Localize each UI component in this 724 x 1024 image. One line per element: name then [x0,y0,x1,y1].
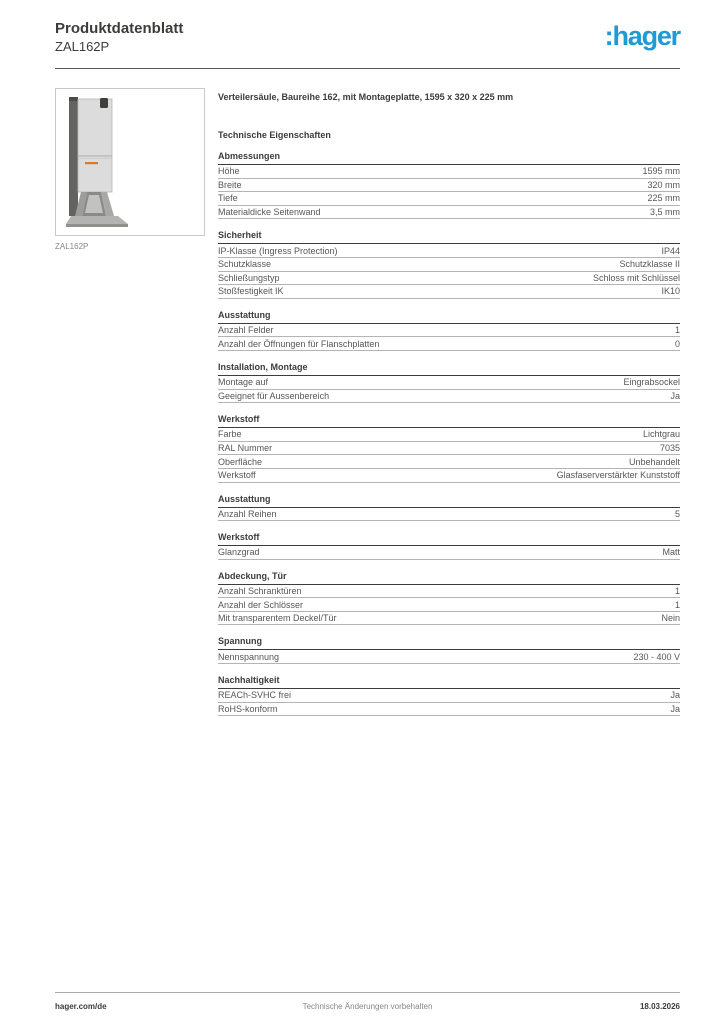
right-column [218,88,680,716]
spec-row [218,272,680,286]
spec-row [218,703,680,717]
spec-value: Nein [661,613,680,624]
spec-value: Eingrabsockel [623,377,680,388]
spec-label: Glanzgrad [218,547,260,558]
content-area [55,88,680,716]
spec-section [218,231,680,298]
spec-row [218,206,680,220]
spec-label: Höhe [218,166,240,177]
spec-label: Anzahl der Öffnungen für Flanschplatten [218,338,380,349]
spec-row [218,612,680,626]
spec-row [218,546,680,560]
spec-value: 320 mm [647,179,680,190]
product-description: Verteilersäule, Baureihe 162, mit Montageplatte, 1595 x 320 x 225 mm [218,92,514,102]
spec-row [218,585,680,599]
spec-section [218,637,680,664]
header-title-block [55,20,183,55]
spec-row [218,165,680,179]
spec-value: IP44 [661,245,680,256]
spec-value: 5 [674,508,680,519]
spec-value: Ja [670,690,680,701]
spec-value: 7035 [659,443,680,454]
spec-label: RAL Nummer [218,443,273,454]
spec-label: Montage auf [218,377,269,388]
spec-section [218,533,680,560]
spec-value: Schutzklasse II [619,259,680,270]
spec-sections-container [218,152,680,716]
spec-section-title: Ausstattung [218,495,680,508]
spec-label: Stoßfestigkeit IK [218,286,284,297]
spec-row [218,390,680,404]
hager-logo: :hager [604,21,680,51]
spec-value: 1 [674,599,680,610]
spec-value: 1 [674,325,680,336]
spec-value: Glasfaserverstärkter Kunststoff [556,470,680,481]
spec-row [218,428,680,442]
spec-label: Farbe [218,429,242,440]
spec-section-title: Installation, Montage [218,363,680,376]
spec-label: Anzahl Schranktüren [218,585,302,596]
spec-row [218,192,680,206]
spec-label: Anzahl der Schlösser [218,599,304,610]
spec-label: Materialdicke Seitenwand [218,207,321,218]
footer-row [55,1002,680,1011]
spec-row [218,376,680,390]
spec-value: 225 mm [647,193,680,204]
spec-label: Oberfläche [218,456,263,467]
spec-value: Matt [662,547,680,558]
spec-section-title: Sicherheit [218,231,680,244]
spec-row [218,508,680,522]
page-header [55,20,680,55]
spec-label: Werkstoff [218,470,256,481]
spec-section-title: Ausstattung [218,311,680,324]
spec-label: RoHS-konform [218,703,278,714]
spec-row [218,324,680,338]
footer-date: 18.03.2026 [639,1002,680,1011]
spec-section [218,152,680,219]
doc-title: Produktdatenblatt [55,20,184,37]
spec-label: Mit transparentem Deckel/Tür [218,613,337,624]
tech-properties-title: Technische Eigenschaften [218,130,331,140]
spec-section-title: Abdeckung, Tür [218,572,680,585]
header-divider [55,68,680,69]
spec-value: 3,5 mm [649,207,680,218]
spec-section-title: Werkstoff [218,415,680,428]
spec-row [218,469,680,483]
spec-section-title: Nachhaltigkeit [218,676,680,689]
product-image [55,88,205,236]
spec-label: IP-Klasse (Ingress Protection) [218,245,338,256]
spec-value: Lichtgrau [642,429,680,440]
left-column [55,88,205,716]
spec-value: Ja [670,390,680,401]
spec-row [218,244,680,258]
spec-value: Unbehandelt [628,456,680,467]
spec-label: Tiefe [218,193,238,204]
footer-divider [55,992,680,993]
spec-label: Anzahl Reihen [218,508,277,519]
spec-section [218,363,680,403]
spec-label: Schutzklasse [218,259,272,270]
footer-website: hager.com/de [55,1002,107,1011]
spec-row [218,258,680,272]
spec-section [218,311,680,351]
spec-row [218,689,680,703]
spec-row [218,455,680,469]
spec-value: Schloss mit Schlüssel [592,272,680,283]
footer-notice: Technische Änderungen vorbehalten [302,1002,433,1011]
spec-section-title: Spannung [218,637,680,650]
spec-row [218,179,680,193]
spec-value: 230 - 400 V [633,651,680,662]
distribution-pillar-image [56,89,204,235]
spec-section [218,495,680,522]
product-reference: ZAL162P [55,38,110,54]
page-footer [55,992,680,1011]
spec-value: 0 [674,338,680,349]
spec-value: 1 [674,585,680,596]
spec-label: Schließungstyp [218,272,280,283]
spec-row [218,337,680,351]
spec-row [218,285,680,299]
spec-value: IK10 [661,286,680,297]
spec-label: Breite [218,179,242,190]
spec-row [218,442,680,456]
spec-section [218,676,680,716]
spec-section [218,572,680,626]
spec-row [218,598,680,612]
product-image-caption: ZAL162P [55,242,89,251]
spec-value: 1595 mm [642,166,680,177]
spec-value: Ja [670,703,680,714]
spec-row [218,650,680,664]
spec-label: REACh-SVHC frei [218,690,292,701]
spec-label: Nennspannung [218,651,280,662]
spec-label: Geeignet für Aussenbereich [218,390,330,401]
spec-section-title: Werkstoff [218,533,680,546]
spec-section-title: Abmessungen [218,152,680,165]
spec-section [218,415,680,482]
spec-label: Anzahl Felder [218,325,274,336]
